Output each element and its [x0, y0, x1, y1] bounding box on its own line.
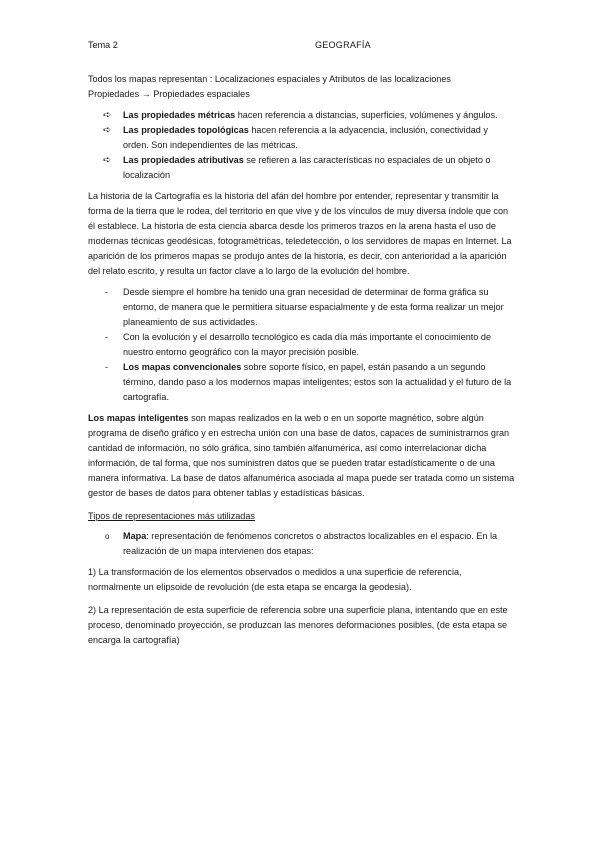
evolution-list [88, 285, 516, 405]
list-item-text: Desde siempre el hombre ha tenido una gran necesidad de determinar de forma gráfica su entorno, de manera que le permitiera situarse espacialmente y de esta forma realizar un mejor planeamiento de sus actividades. [123, 287, 504, 327]
property-term: Las propiedades métricas [123, 110, 236, 120]
intro-properties-label: Propiedades [88, 89, 140, 99]
document-body [88, 72, 516, 648]
map-definition: : representación de fenómenos concretos o abstractos localizables en el espacio. En la realización de un mapa intervienen dos etapas: [123, 531, 498, 556]
types-heading: Tipos de representaciones más utilizadas [88, 511, 255, 521]
list-item-term: Los mapas convencionales [123, 362, 242, 372]
list-item [88, 330, 516, 360]
list-item [88, 529, 516, 559]
intro-spatial-properties: Propiedades espaciales [150, 89, 250, 99]
smart-maps-paragraph [88, 411, 516, 501]
intro-line-2 [88, 87, 516, 102]
property-term: Las propiedades atributivas [123, 155, 244, 165]
property-description: se refieren a las características no espaciales de un objeto o localización [123, 155, 491, 180]
list-item [88, 360, 516, 405]
list-item [88, 285, 516, 330]
arrow-bullet-icon: ➪ [103, 110, 112, 121]
circle-bullet-icon: o [105, 532, 110, 541]
properties-list [88, 108, 516, 183]
header-subject: GEOGRAFÍA [315, 40, 371, 50]
list-item-text: sobre soporte físico, en papel, están pasando a un segundo término, dando paso a los modernos mapas inteligentes; estos son la actualidad y el futuro de la cartografía. [123, 362, 512, 402]
property-description: hacen referencia a la adyacencia, inclusión, conectividad y orden. Son independientes de las métricas. [123, 125, 488, 150]
dash-bullet-icon: - [105, 362, 109, 372]
arrow-icon: → [141, 89, 151, 99]
step-2: 2) La representación de esta superficie de referencia sobre una superficie plana, intentando que en este proceso, denominado proyección, se produzcan las menores deformaciones posibles, (de esta etapa se encarga la cartografía) [88, 605, 508, 645]
property-term: Las propiedades topológicas [123, 125, 249, 135]
list-item-text: Con la evolución y el desarrollo tecnológico es cada día más importante el conocimiento de nuestro entorno geográfico con la mayor precisión posible. [123, 332, 491, 357]
smart-maps-text: son mapas realizados en la web o en un soporte magnético, sobre algún programa de diseño gráfico y en estrecha unión con una base de datos, capaces de suministrarnos gran cantidad de información, no sólo gráfica, sino también alfanumérica, así como interrelacionar dicha información, de tal forma, que nos suministren datos que se pueden tratar estadísticamente o de una manera informativa. La base de datos alfanumérica asociada al mapa puede ser tratada como un sistema gestor de bases de datos para obtener tablas y estadísticas básicas. [88, 413, 515, 498]
dash-bullet-icon: - [105, 287, 109, 297]
history-paragraph: La historia de la Cartografía es la historia del afán del hombre por entender, representar y transmitir la forma de la tierra que le rodea, del territorio en que vive y de los vínculos de muy diversa índole que con él establece. La historia de esta ciencia abarca desde los primeros trazos en la arena hasta el uso de modernas técnicas geodésicas, fotogramétricas, teledetección, o los servidores de mapas en Internet. La aparición de los primeros mapas se produjo antes de la historia, es decir, con anterioridad a la aparición del relato escrito, y resulta un factor clave a lo largo de la evolución del hombre. [88, 191, 512, 276]
dash-bullet-icon: - [105, 332, 109, 342]
types-list [88, 529, 516, 559]
intro-line-1: Todos los mapas representan : Localizaciones espaciales y Atributos de las localizaciones [88, 74, 451, 84]
list-item [88, 123, 516, 153]
property-description: hacen referencia a distancias, superficies, volúmenes y ángulos. [235, 110, 498, 120]
header-topic: Tema 2 [88, 40, 118, 50]
map-term: Mapa [123, 531, 147, 541]
list-item [88, 153, 516, 183]
arrow-bullet-icon: ➪ [103, 155, 112, 166]
list-item [88, 108, 516, 123]
smart-maps-term: Los mapas inteligentes [88, 413, 189, 423]
arrow-bullet-icon: ➪ [103, 125, 112, 136]
page-header [88, 40, 511, 52]
step-1: 1) La transformación de los elementos observados o medidos a una superficie de referencia, normalmente un elipsoide de revolución (de esta etapa se encarga la geodesia). [88, 567, 462, 592]
